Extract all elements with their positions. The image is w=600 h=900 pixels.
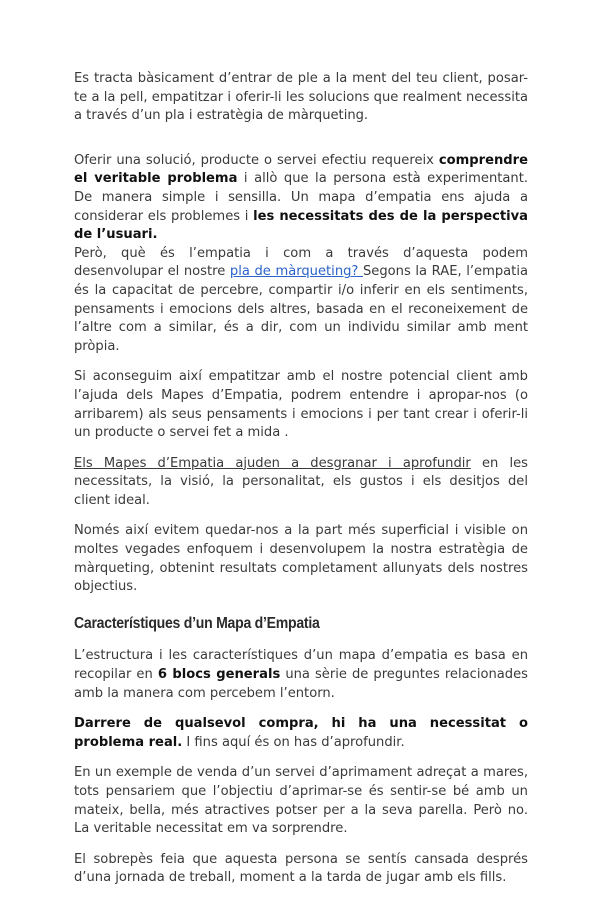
document-page xyxy=(74,70,528,900)
section-heading: Característiques d’un Mapa d’Empatia xyxy=(74,614,320,632)
text: Oferir una solució, producte o servei efectiu requereix xyxy=(74,152,439,168)
bold-text: 6 blocs generals xyxy=(157,667,281,683)
paragraph-empathize: Si aconseguim així empatitzar amb el nostre potencial client amb l’ajuda dels Mapes d’Empatia, podrem entendre i apropar-nos (o arribarem) als seus pensaments i emocions i per tant crear i oferir-li un producte o servei fet a mida . xyxy=(74,369,528,441)
paragraph-example: En un exemple de venda d’un servei d’aprimament adreçat a mares, tots pensariem que l’objectiu d’aprimar-se és sentir-se bé amb un mateix, bella, més atractives potser per a la seva parella. Però no. La veritable necessitat em va sorprendre. xyxy=(74,765,528,837)
text: i allò que la persona està experimentant. De manera simple i sensilla. Un mapa d’empatia ens ajuda a considerar els problemes i xyxy=(74,171,528,224)
bold-text: comprendre el veritable problema xyxy=(74,152,528,187)
text: I fins aquí és on has d’aprofundir. xyxy=(182,734,405,750)
bold-text: les necessitats des de la perspectiva de l’usuari. xyxy=(74,208,528,243)
paragraph-purchase xyxy=(74,715,528,752)
paragraph-intro: Es tracta bàsicament d’entrar de ple a la ment del teu client, posar-te a la pell, empatitzar i oferir-li les solucions que realment necessita a través d’un pla i estratègia de màrqueting. xyxy=(74,71,528,124)
text: L’estructura i les característiques d’un mapa d’empatia es basa en recopilar en xyxy=(74,648,528,683)
text: en les necessitats, la visió, la personalitat, els gustos i els desitjos del client ideal. xyxy=(74,455,528,508)
paragraph-overweight: El sobrepès feia que aquesta persona se sentís cansada després d’una jornada de treball, moment a la tarda de jugar amb els fills. xyxy=(74,851,528,886)
text: Segons la RAE, l’empatia és la capacitat de percebre, compartir i/o inferir en els sentiments, pensaments i emocions dels altres, basada en el reconeixement de l’altre com a similar, és a dir, com un individu similar amb ment pròpia. xyxy=(74,264,528,354)
paragraph-solution xyxy=(74,152,528,245)
paragraph-structure xyxy=(74,647,528,703)
paragraph-maps xyxy=(74,455,528,511)
text: una sèrie de preguntes relacionades amb la manera com percebem l’entorn. xyxy=(74,667,529,701)
paragraph-definition xyxy=(74,245,528,357)
text: Però, què és l’empatia i com a través d’aquesta podem desenvolupar el nostre xyxy=(74,245,528,280)
marketing-plan-link[interactable]: pla de màrqueting? xyxy=(229,264,363,280)
bold-text: Darrere de qualsevol compra, hi ha una necessitat o problema real. xyxy=(74,716,528,750)
paragraph-avoid: Només així evitem quedar-nos a la part més superficial i visible on moltes vegades enfoquem i desenvolupem la nostra estratègia de màrqueting, obtenint resultats completament allunyats dels nostres objectius. xyxy=(74,523,528,595)
empathy-maps-link[interactable]: Els Mapes d’Empatia ajuden a desgranar i aprofundir xyxy=(74,455,471,471)
